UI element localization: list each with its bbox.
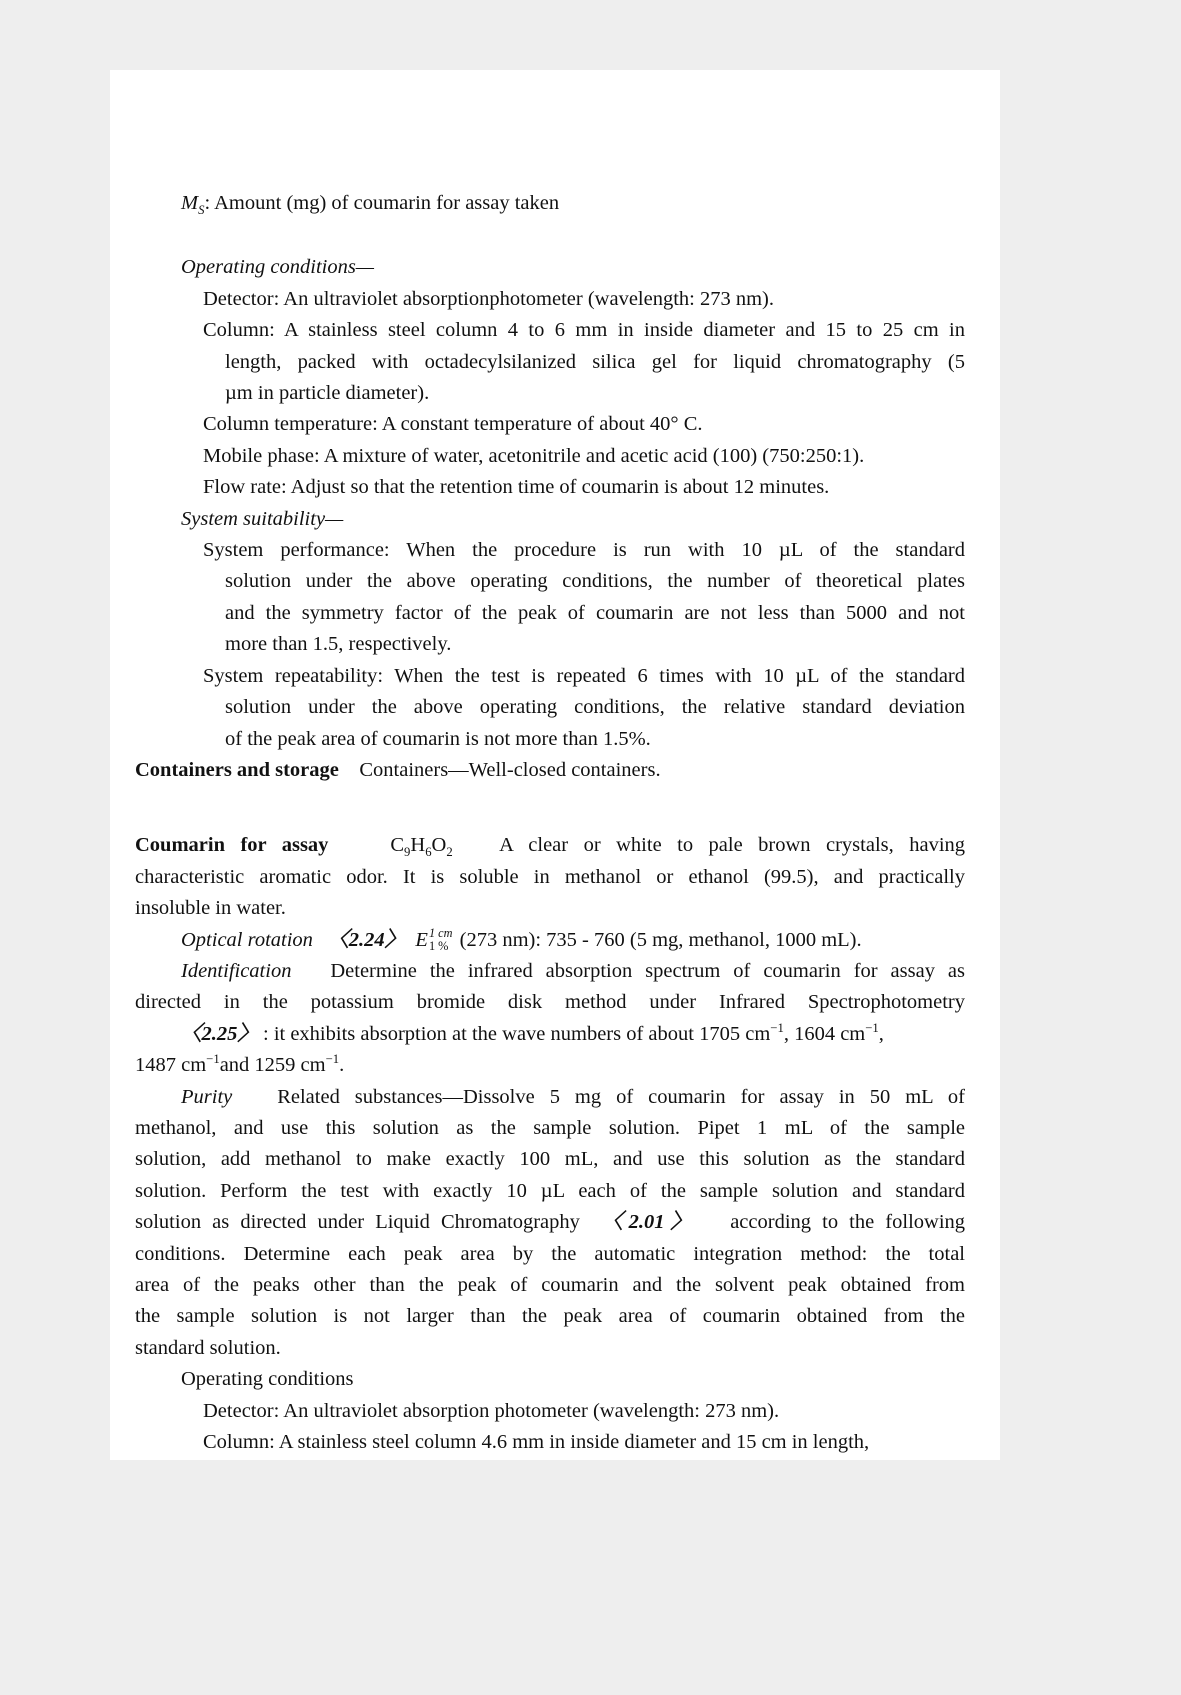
containers-and-storage-line bbox=[135, 755, 965, 786]
containers-and-storage-text: Containers—Well-closed containers. bbox=[359, 758, 661, 781]
purity-line-3: solution, add methanol to make exactly 100 mL, and use this solution as the standard bbox=[135, 1148, 965, 1171]
coumarin-description-1: A clear or white to pale brown crystals, having bbox=[499, 834, 966, 857]
liquid-chromatography-reference: 〈2.01〉 bbox=[602, 1211, 697, 1234]
identification-text-1: Determine the infrared absorption spectrum of coumarin for assay as bbox=[330, 959, 965, 982]
system-performance-line-1: System performance: When the procedure is run with 10 µL of the standard bbox=[203, 539, 965, 562]
detector-line: Detector: An ultraviolet absorptionphotometer (wavelength: 273 nm). bbox=[203, 287, 775, 310]
operating-conditions-2-heading: Operating conditions bbox=[181, 1368, 354, 1391]
ms-definition-text: : Amount (mg) of coumarin for assay taken bbox=[204, 192, 560, 214]
document-page bbox=[110, 70, 1000, 1460]
page-content bbox=[135, 188, 965, 1458]
coumarin-for-assay-heading: Coumarin for assay bbox=[135, 834, 329, 857]
optical-rotation-reference: 〈2.24〉 bbox=[328, 928, 406, 951]
operating-conditions-heading: Operating conditions— bbox=[181, 256, 375, 279]
purity-line-1 bbox=[181, 1082, 965, 1113]
ms-symbol-subscript: S bbox=[198, 203, 205, 218]
system-suitability-heading: System suitability— bbox=[181, 507, 344, 530]
identification-label: Identification bbox=[181, 959, 292, 982]
system-repeatability-line-2: solution under the above operating conditions, the relative standard deviation bbox=[225, 696, 965, 719]
coumarin-description-line-3: insoluble in water. bbox=[135, 897, 286, 920]
system-repeatability-line-3: of the peak area of coumarin is not more than 1.5%. bbox=[225, 727, 651, 750]
identification-text-3: : it exhibits absorption at the wave numbers of about 1705 cm bbox=[263, 1022, 771, 1045]
absorption-coefficient-symbol: E 1 cm 1 % bbox=[415, 926, 453, 953]
spacer bbox=[135, 786, 965, 830]
ms-symbol: M bbox=[181, 192, 199, 214]
coumarin-description-line-2: characteristic aromatic odor. It is soluble in methanol or ethanol (99.5), and practically bbox=[135, 865, 965, 888]
optical-rotation-line bbox=[181, 925, 965, 956]
purity-text-1: Related substances—Dissolve 5 mg of coumarin for assay in 50 mL of bbox=[277, 1085, 966, 1108]
purity-line-2: methanol, and use this solution as the sample solution. Pipet 1 mL of the sample bbox=[135, 1116, 965, 1139]
purity-text-5b: according to the following bbox=[730, 1211, 966, 1234]
column-line-2nd: Column: A stainless steel column 4.6 mm in inside diameter and 15 cm in length, bbox=[203, 1431, 870, 1454]
column-line-2: length, packed with octadecylsilanized silica gel for liquid chromatography (5 bbox=[225, 350, 965, 373]
identification-line-3: 〈2.25〉 : it exhibits absorption at the wave numbers of about 1705 $cm^{-1}$, 1604 $cm^{-1}$, bbox=[181, 1020, 884, 1045]
containers-and-storage-heading: Containers and storage bbox=[135, 758, 339, 781]
purity-line-4: solution. Perform the test with exactly 10 µL each of the sample solution and standard bbox=[135, 1179, 965, 1202]
identification-reference: 〈2.25〉 bbox=[181, 1022, 258, 1045]
spacer bbox=[135, 219, 965, 252]
coumarin-for-assay-line-1 bbox=[135, 830, 965, 861]
identification-line-2: directed in the potassium bromide disk method under Infrared Spectrophotometry bbox=[135, 991, 965, 1014]
system-performance-line-4: more than 1.5, respectively. bbox=[225, 633, 452, 656]
column-line-1: Column: A stainless steel column 4 to 6 mm in inside diameter and 15 to 25 cm in bbox=[203, 319, 965, 342]
optical-rotation-label: Optical rotation bbox=[181, 928, 313, 951]
purity-line-5 bbox=[135, 1207, 965, 1238]
optical-rotation-text: (273 nm): 735 - 760 (5 mg, methanol, 1000 mL). bbox=[459, 928, 862, 951]
identification-line-4: 1487 $cm^{-1}and$ 1259 $cm^{-1}$. bbox=[135, 1052, 345, 1077]
identification-line-1 bbox=[181, 956, 965, 987]
column-temperature-line: Column temperature: A constant temperature of about 40° C. bbox=[203, 413, 703, 436]
purity-line-7: area of the peaks other than the peak of coumarin and the solvent peak obtained from bbox=[135, 1274, 965, 1296]
purity-line-6: conditions. Determine each peak area by the automatic integration method: the total bbox=[135, 1242, 965, 1265]
detector-line-2: Detector: An ultraviolet absorption photometer (wavelength: 273 nm). bbox=[203, 1399, 780, 1422]
purity-text-5a: solution as directed under Liquid Chromatography bbox=[135, 1211, 580, 1234]
molecular-formula: $C_9H_6O_2$ bbox=[390, 834, 453, 860]
system-repeatability-line-1: System repeatability: When the test is repeated 6 times with 10 µL of the standard bbox=[203, 664, 965, 687]
system-performance-line-2: solution under the above operating conditions, the number of theoretical plates bbox=[225, 570, 965, 593]
flow-rate-line: Flow rate: Adjust so that the retention time of coumarin is about 12 minutes. bbox=[203, 476, 830, 499]
purity-line-9: standard solution. bbox=[135, 1336, 281, 1359]
system-performance-line-3: and the symmetry factor of the peak of coumarin are not less than 5000 and not bbox=[225, 601, 965, 624]
column-line-3: µm in particle diameter). bbox=[225, 382, 430, 405]
purity-label: Purity bbox=[181, 1085, 233, 1108]
ms-definition-line bbox=[181, 188, 965, 219]
mobile-phase-line: Mobile phase: A mixture of water, acetonitrile and acetic acid (100) (750:250:1). bbox=[203, 444, 865, 467]
purity-line-8: the sample solution is not larger than the peak area of coumarin obtained from the bbox=[135, 1305, 965, 1328]
